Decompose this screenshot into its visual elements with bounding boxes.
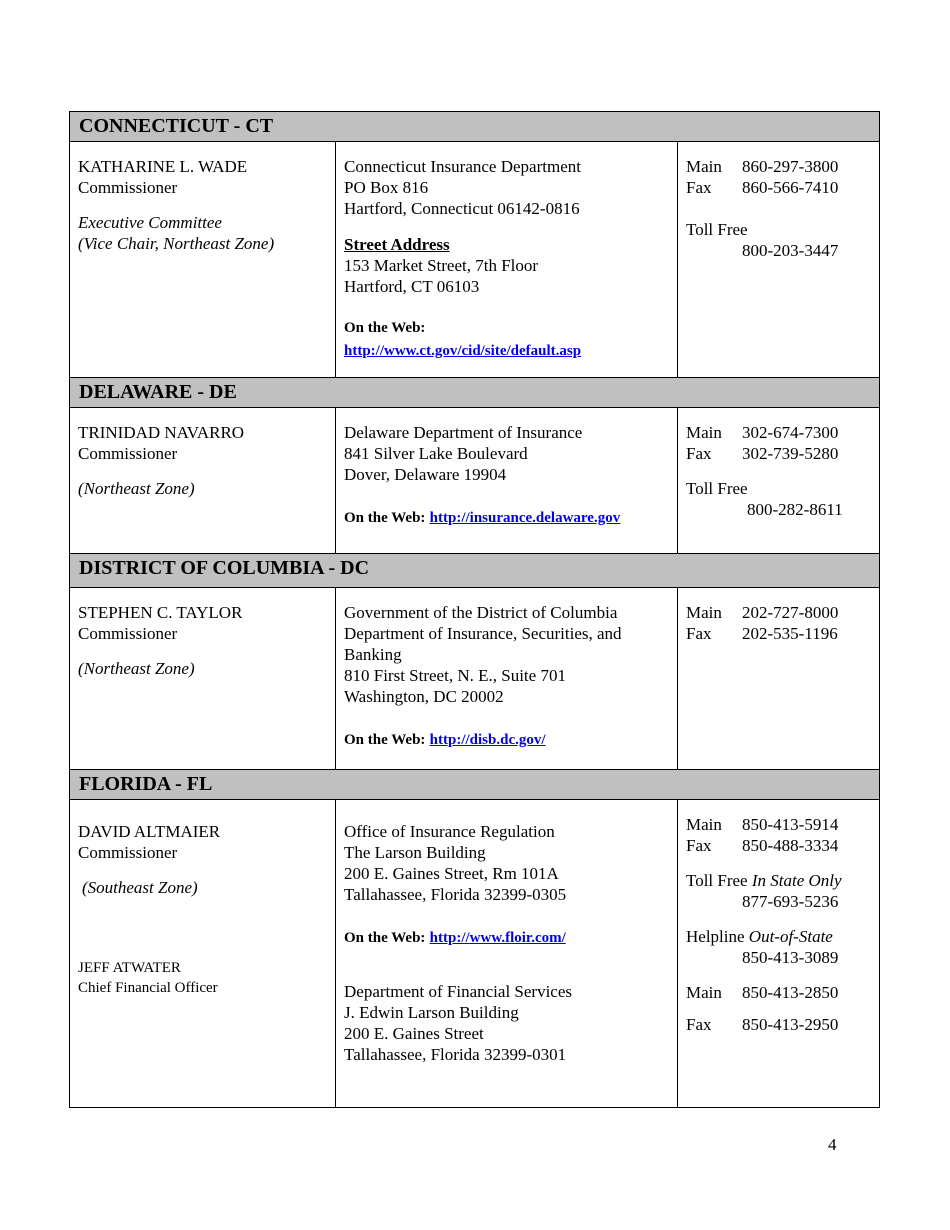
tollfree-number: 877-693-5236 xyxy=(742,892,839,911)
fax-row xyxy=(686,443,871,464)
main-phone: 202-727-8000 xyxy=(742,603,839,622)
address-line: Connecticut Insurance Department xyxy=(344,157,581,176)
address-cell-ct xyxy=(336,142,678,378)
directory-table xyxy=(69,111,880,1108)
address-line: Tallahassee, Florida 32399-0301 xyxy=(344,1045,567,1064)
fax-label: Fax xyxy=(686,444,712,463)
main-phone-row xyxy=(686,602,871,623)
main-label: Main xyxy=(686,815,722,834)
main-label: Main xyxy=(686,983,722,1002)
official-cell-de xyxy=(70,408,336,554)
phone-cell-fl xyxy=(678,800,880,1108)
web-label: On the Web: xyxy=(344,930,426,946)
web-link[interactable]: http://www.ct.gov/cid/site/default.asp xyxy=(344,343,582,359)
helpline-note: Out-of-State xyxy=(748,927,833,946)
main-phone-row xyxy=(686,156,871,177)
fax-label: Fax xyxy=(686,836,712,855)
address-line: 153 Market Street, 7th Floor xyxy=(344,256,539,275)
address-line: 200 E. Gaines Street xyxy=(344,1024,484,1043)
fax-row xyxy=(686,835,871,856)
official-zone: (Southeast Zone) xyxy=(82,878,198,897)
phone-cell-dc xyxy=(678,588,880,770)
fax-row xyxy=(686,177,871,198)
main-phone-row xyxy=(686,422,871,443)
state-heading-fl: FLORIDA - FL xyxy=(70,770,880,800)
fax-label: Fax xyxy=(686,624,712,643)
main-label: Main xyxy=(686,157,722,176)
address-line: Dover, Delaware 19904 xyxy=(344,465,507,484)
tollfree-number: 800-203-3447 xyxy=(742,241,839,260)
official-cell-dc xyxy=(70,588,336,770)
fax-number-2: 850-413-2950 xyxy=(742,1015,839,1034)
address-line: Hartford, Connecticut 06142-0816 xyxy=(344,199,580,218)
fax-label: Fax xyxy=(686,178,712,197)
address-line: 841 Silver Lake Boulevard xyxy=(344,444,528,463)
official-zone: (Northeast Zone) xyxy=(78,479,195,498)
address-line: Department of Financial Services xyxy=(344,982,573,1001)
web-link[interactable]: http://insurance.delaware.gov xyxy=(429,510,621,526)
tollfree-label: Toll Free xyxy=(686,479,748,498)
state-heading-dc: DISTRICT OF COLUMBIA - DC xyxy=(70,554,880,588)
tollfree-label: Toll Free xyxy=(686,220,748,239)
address-line: 200 E. Gaines Street, Rm 101A xyxy=(344,864,559,883)
address-line: Delaware Department of Insurance xyxy=(344,423,583,442)
fax-number: 860-566-7410 xyxy=(742,178,839,197)
state-heading-de: DELAWARE - DE xyxy=(70,378,880,408)
fax-label: Fax xyxy=(686,1015,712,1034)
page-number: 4 xyxy=(828,1135,837,1154)
web-label: On the Web: xyxy=(344,732,426,748)
official-name: KATHARINE L. WADE xyxy=(78,157,248,176)
helpline-row xyxy=(686,926,871,947)
address-line: Washington, DC 20002 xyxy=(344,687,504,706)
fax-row-2 xyxy=(686,1014,871,1035)
web-link[interactable]: http://www.floir.com/ xyxy=(429,930,566,946)
official-name: TRINIDAD NAVARRO xyxy=(78,423,245,442)
official-title: Commissioner xyxy=(78,843,178,862)
official-zone: (Vice Chair, Northeast Zone) xyxy=(78,234,275,253)
phone-cell-ct xyxy=(678,142,880,378)
official-name-2: JEFF ATWATER xyxy=(78,960,181,976)
address-cell-fl xyxy=(336,800,678,1108)
fax-number: 302-739-5280 xyxy=(742,444,839,463)
fax-number: 202-535-1196 xyxy=(742,624,838,643)
address-line: Office of Insurance Regulation xyxy=(344,822,555,841)
address-line: The Larson Building xyxy=(344,843,486,862)
official-name: DAVID ALTMAIER xyxy=(78,822,221,841)
main-phone: 860-297-3800 xyxy=(742,157,839,176)
official-cell-fl xyxy=(70,800,336,1108)
address-line: Government of the District of Columbia xyxy=(344,603,618,622)
web-label: On the Web: xyxy=(344,320,426,336)
helpline-label: Helpline xyxy=(686,927,745,946)
official-title: Commissioner xyxy=(78,444,178,463)
address-line: J. Edwin Larson Building xyxy=(344,1003,519,1022)
official-zone: (Northeast Zone) xyxy=(78,659,195,678)
helpline-number: 850-413-3089 xyxy=(742,948,839,967)
address-line: PO Box 816 xyxy=(344,178,429,197)
address-line: Banking xyxy=(344,645,402,664)
state-heading-ct: CONNECTICUT - CT xyxy=(70,112,880,142)
official-name: STEPHEN C. TAYLOR xyxy=(78,603,243,622)
web-link[interactable]: http://disb.dc.gov/ xyxy=(429,732,546,748)
street-address-label: Street Address xyxy=(344,235,450,254)
official-title: Commissioner xyxy=(78,178,178,197)
main-label: Main xyxy=(686,423,722,442)
address-line: Hartford, CT 06103 xyxy=(344,277,480,296)
main-phone-row xyxy=(686,814,871,835)
official-role: Executive Committee xyxy=(78,213,222,232)
address-line: Department of Insurance, Securities, and xyxy=(344,624,622,643)
phone-cell-de xyxy=(678,408,880,554)
address-cell-dc xyxy=(336,588,678,770)
fax-number: 850-488-3334 xyxy=(742,836,839,855)
address-cell-de xyxy=(336,408,678,554)
official-title-2: Chief Financial Officer xyxy=(78,980,218,996)
tollfree-row xyxy=(686,870,871,891)
web-label: On the Web: xyxy=(344,510,426,526)
address-line: Tallahassee, Florida 32399-0305 xyxy=(344,885,567,904)
main-phone-2: 850-413-2850 xyxy=(742,983,839,1002)
fax-row xyxy=(686,623,871,644)
official-title: Commissioner xyxy=(78,624,178,643)
main-phone-row-2 xyxy=(686,982,871,1003)
main-label: Main xyxy=(686,603,722,622)
address-line: 810 First Street, N. E., Suite 701 xyxy=(344,666,566,685)
tollfree-label: Toll Free xyxy=(686,871,748,890)
tollfree-note: In State Only xyxy=(751,871,842,890)
tollfree-number: 800-282-8611 xyxy=(747,500,843,519)
main-phone: 850-413-5914 xyxy=(742,815,839,834)
official-cell-ct xyxy=(70,142,336,378)
main-phone: 302-674-7300 xyxy=(742,423,839,442)
